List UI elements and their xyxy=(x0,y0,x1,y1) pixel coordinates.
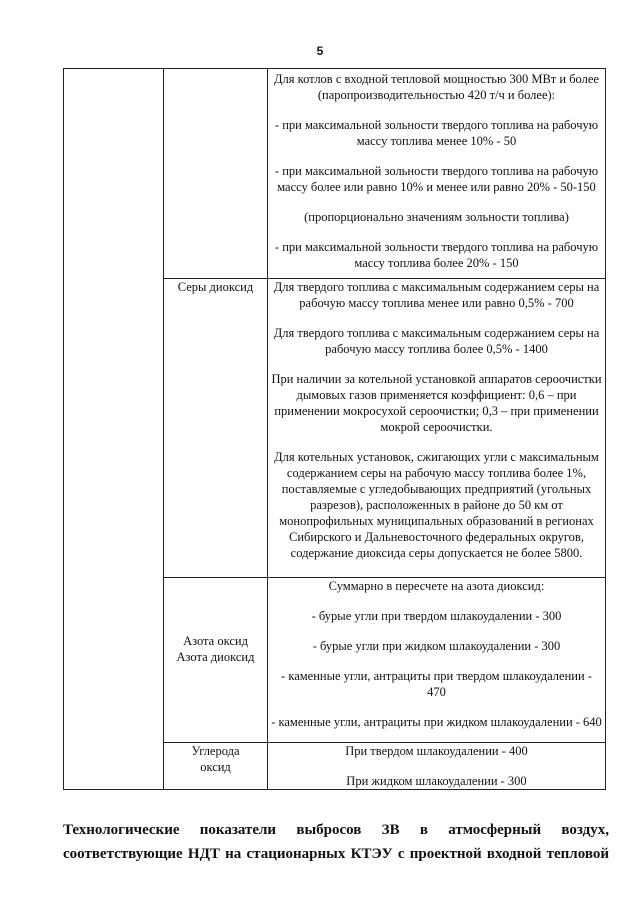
emission-limits-table xyxy=(63,68,606,790)
limits-paragraph: Для котлов с входной тепловой мощностью 300 МВт и более (паропроизводительностью 420 т/ч и более): xyxy=(274,72,599,102)
section-heading xyxy=(63,818,609,866)
limits-paragraph: - бурые угли при жидком шлакоудалении - 300 xyxy=(312,639,561,653)
limits-paragraph: При жидком шлакоудалении - 300 xyxy=(346,774,527,788)
limits-paragraph: - каменные угли, антрациты при жидком шлакоудалении - 640 xyxy=(271,715,602,729)
page-number: 5 xyxy=(316,44,324,58)
section-heading-line: соответствующие НДТ на стационарных КТЭУ с проектной входной тепловой xyxy=(63,846,609,862)
limits-cell xyxy=(268,279,606,578)
limits-paragraph: - каменные угли, антрациты при твердом шлакоудалении - 470 xyxy=(281,669,592,699)
substance-name: оксид xyxy=(200,760,231,774)
limits-paragraph: Для твердого топлива с максимальным содержанием серы на рабочую массу топлива менее или равно 0,5% - 700 xyxy=(273,280,600,310)
limits-paragraph: При наличии за котельной установкой аппаратов сероочистки дымовых газов применяется коэффициент: 0,6 – при применении мокросухой сероочистки; 0,3 – при применении мокрой сероочистки. xyxy=(271,372,602,434)
limits-cell xyxy=(268,743,606,790)
limits-paragraph: - при максимальной зольности твердого топлива на рабочую массу топлива более 20% - 150 xyxy=(274,240,599,270)
limits-cell xyxy=(268,578,606,743)
substance-cell xyxy=(164,69,268,279)
empty-first-column-cell xyxy=(64,69,164,790)
section-heading-line: Технологические показатели выбросов ЗВ в атмосферный воздух, xyxy=(63,822,609,838)
substance-cell xyxy=(164,743,268,790)
table-row xyxy=(64,69,606,279)
limits-paragraph: При твердом шлакоудалении - 400 xyxy=(345,744,528,758)
limits-paragraph: - бурые угли при твердом шлакоудалении - 300 xyxy=(311,609,562,623)
limits-paragraph: (пропорционально значениям зольности топлива) xyxy=(304,210,569,224)
substance-cell xyxy=(164,578,268,743)
limits-paragraph: Для котельных установок, сжигающих угли с максимальным содержанием серы на рабочую массу топлива более 1%, поставляемые с угледобывающих предприятий (угольных разрезов), расположенных в районе до 50 км от монопрофильных муниципальных образований в регионах Сибирского и Дальневосточного федеральных округов, содержание диоксида серы допускается не более 5800. xyxy=(274,450,599,560)
limits-cell xyxy=(268,69,606,279)
substance-cell xyxy=(164,279,268,578)
limits-paragraph: Суммарно в пересчете на азота диоксид: xyxy=(328,579,545,593)
limits-paragraph: - при максимальной зольности твердого топлива на рабочую массу топлива менее 10% - 50 xyxy=(274,118,599,148)
substance-name: Серы диоксид xyxy=(177,280,254,294)
substance-name: Углерода xyxy=(191,744,240,758)
limits-paragraph: - при максимальной зольности твердого топлива на рабочую массу более или равно 10% и менее или равно 20% - 50-150 xyxy=(274,164,599,194)
substance-name: Азота диоксид xyxy=(176,650,255,664)
limits-paragraph: Для твердого топлива с максимальным содержанием серы на рабочую массу топлива более 0,5% - 1400 xyxy=(273,326,600,356)
substance-name: Азота оксид xyxy=(183,634,248,648)
